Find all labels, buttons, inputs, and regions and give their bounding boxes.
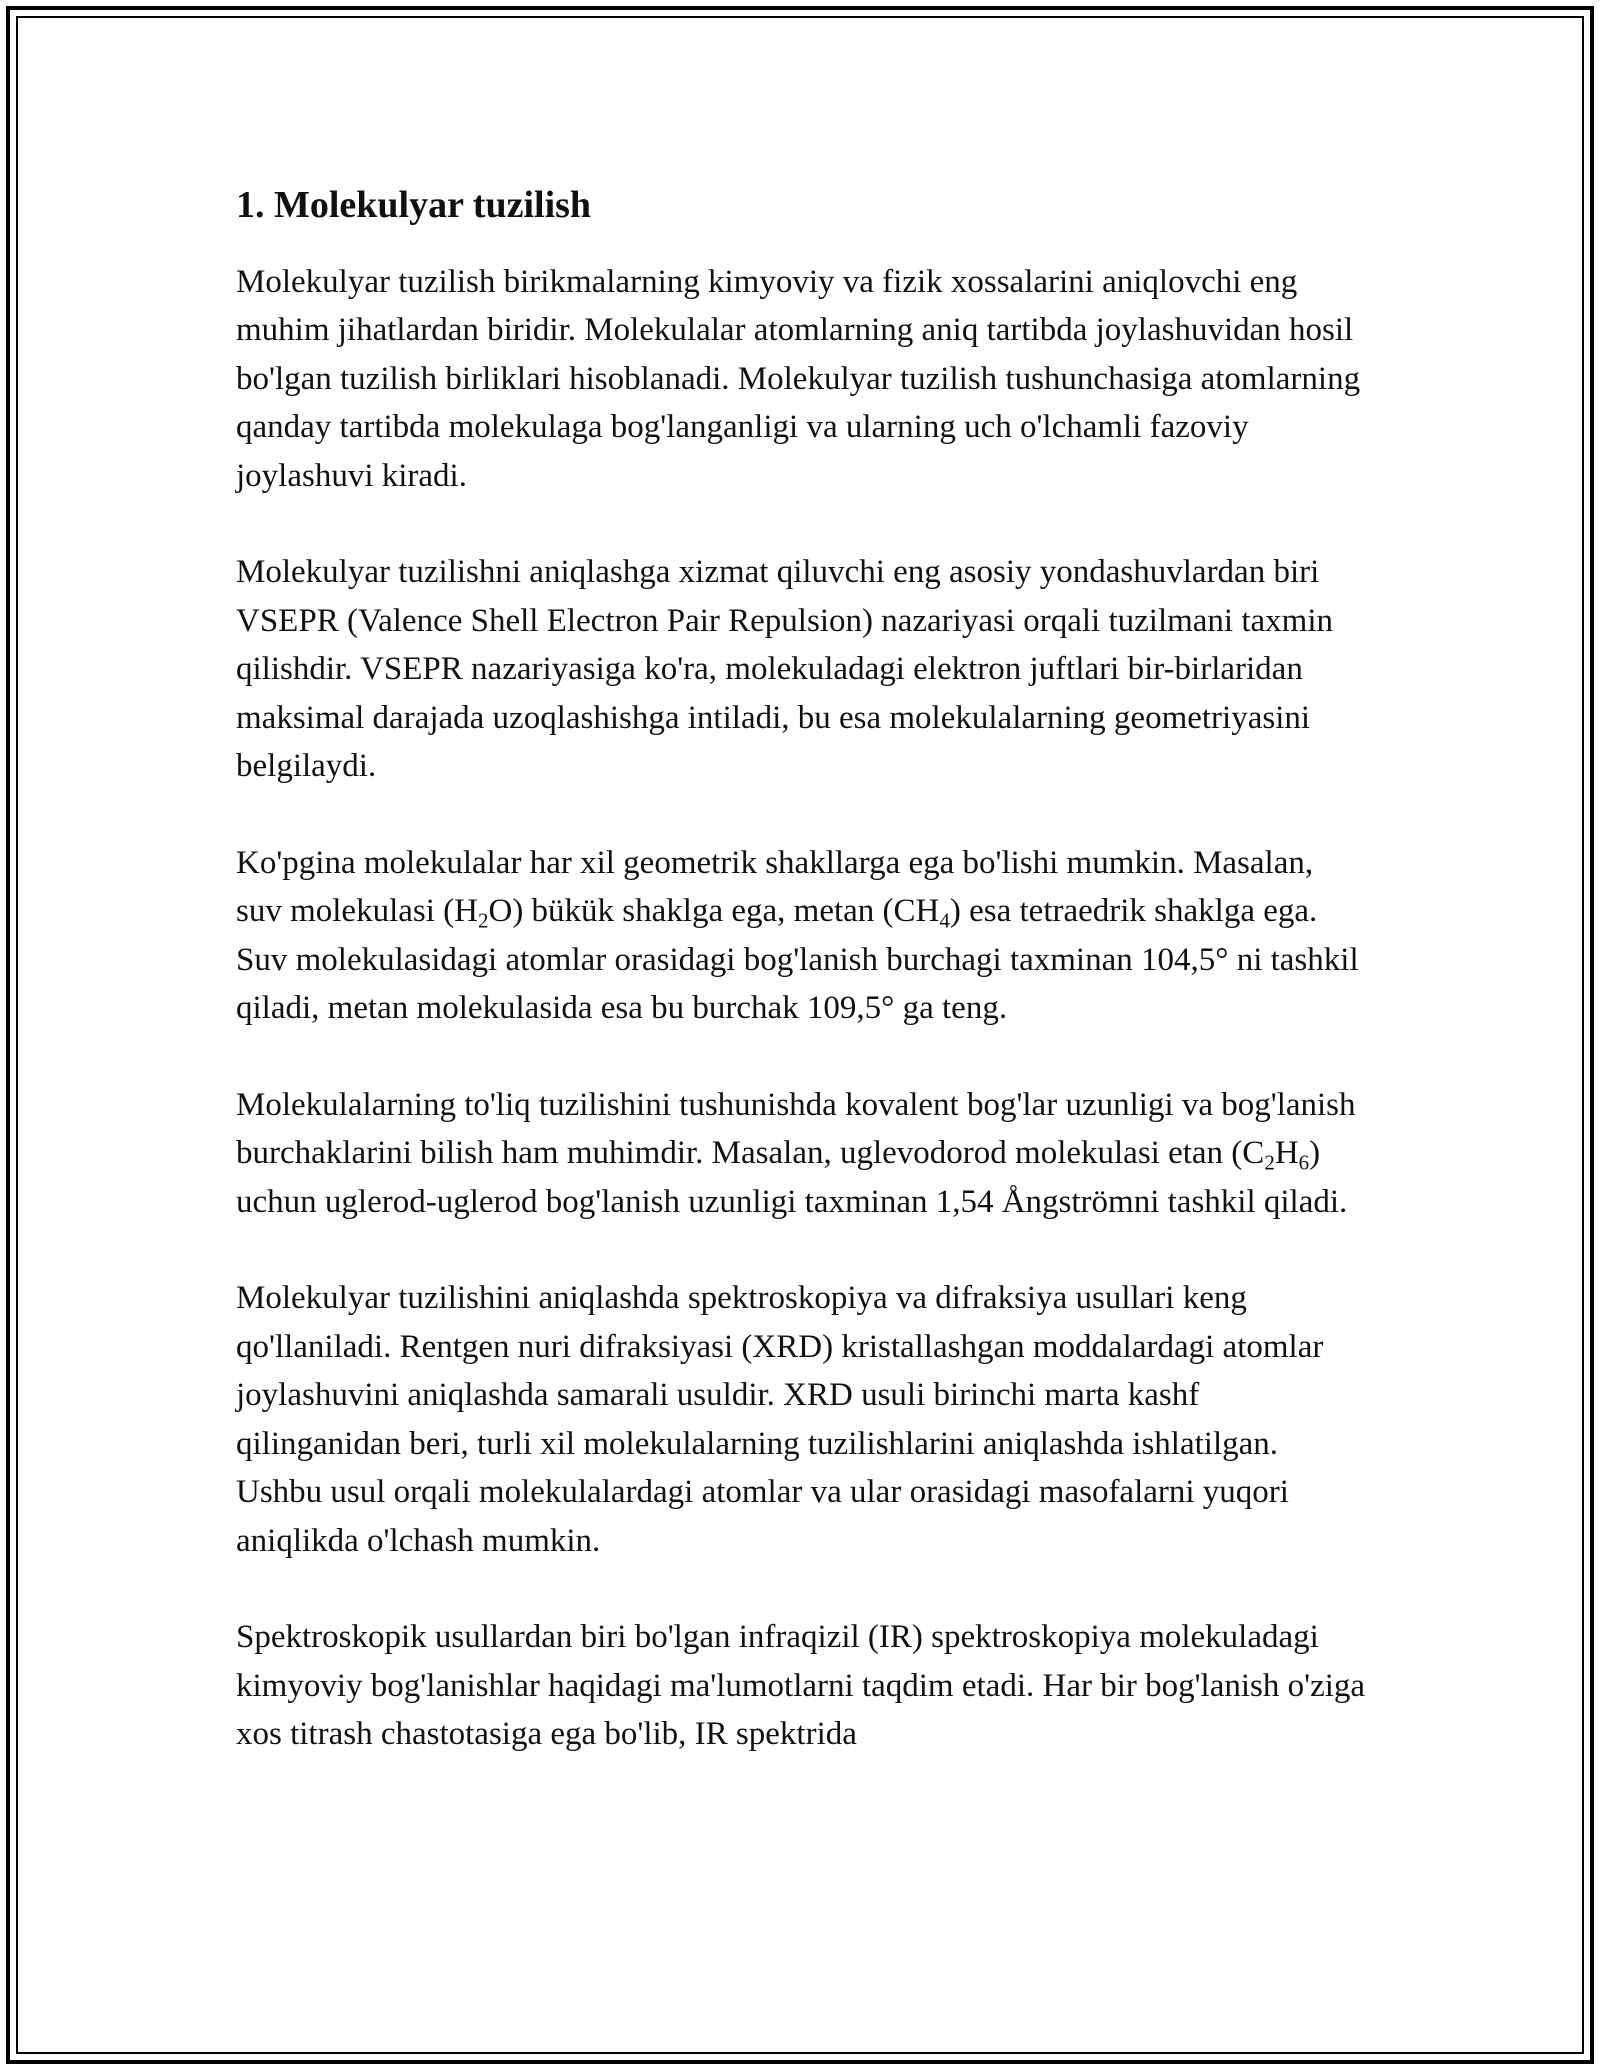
text-run: ) uchun uglerod-uglerod bog'lanish uzunligi taxminan 1,54 Ångströmni tashkil qiladi. xyxy=(236,1135,1348,1220)
paragraph-bond-lengths xyxy=(236,1081,1366,1227)
paragraph-vsepr-theory: Molekulyar tuzilishni aniqlashga xizmat qiluvchi eng asosiy yondashuvlardan biri VSEPR (Valence Shell Electron Pair Repulsion) nazariyasi orqali tuzilmani taxmin qilishdir. VSEPR nazariyasiga ko'ra, molekuladagi elektron juftlari bir-birlaridan maksimal darajada uzoqlashishga intiladi, bu esa molekulalarning geometriyasini belgilaydi. xyxy=(236,554,1333,784)
subscript: 2 xyxy=(1264,1150,1275,1175)
text-run: Ko'pgina molekulalar har xil geometrik shakllarga ega bo'lishi mumkin. Masalan, suv molekulasi (H xyxy=(236,844,1314,929)
text-run: ) esa tetraedrik shaklga ega. Suv molekulasidagi atomlar orasidagi bog'lanish burchagi taxminan 104,5° ni tashkil qiladi, metan molekulasida esa bu burchak 109,5° ga teng. xyxy=(236,893,1359,1026)
text-run: Molekulalarning to'liq tuzilishini tushunishda kovalent bog'lar uzunligi va bog'lanish burchaklarini bilish ham muhimdir. Masalan, uglevodorod molekulasi etan (C xyxy=(236,1086,1356,1171)
paragraph-molecular-geometry xyxy=(236,839,1366,1033)
paragraph-molecular-structure-intro: Molekulyar tuzilish birikmalarning kimyoviy va fizik xossalarini aniqlovchi eng muhim jihatlardan biridir. Molekulalar atomlarning aniq tartibda joylashuvidan hosil bo'lgan tuzilish birliklari hisoblanadi. Molekulyar tuzilish tushunchasiga atomlarning qanday tartibda molekulaga bog'langanligi va ularning uch o'lchamli fazoviy joylashuvi kiradi. xyxy=(236,263,1361,494)
text-run: H xyxy=(1274,1135,1299,1171)
document-body xyxy=(236,182,1366,1807)
section-heading: 1. Molekulyar tuzilish xyxy=(236,184,592,226)
paragraph-ir-spectroscopy: Spektroskopik usullardan biri bo'lgan infraqizil (IR) spektroskopiya molekuladagi kimyoviy bog'lanishlar haqidagi ma'lumotlarni taqdim etadi. Har bir bog'lanish o'ziga xos titrash chastotasiga ega bo'lib, IR spektrida xyxy=(236,1619,1366,1752)
subscript: 4 xyxy=(939,908,950,933)
subscript: 2 xyxy=(477,908,489,933)
text-run: O) bükük shaklga ega, metan (CH xyxy=(488,893,940,929)
paragraph-xrd-methods: Molekulyar tuzilishini aniqlashda spektroskopiya va difraksiya usullari keng qo'llaniladi. Rentgen nuri difraksiyasi (XRD) kristallashgan moddalardagi atomlar joylashuvini aniqlashda samarali usuldir. XRD usuli birinchi marta kashf qilinganidan beri, turli xil molekulalarning tuzilishlarini aniqlashda ishlatilgan. Ushbu usul orqali molekulalardagi atomlar va ular orasidagi masofalarni yuqori aniqlikda o'lchash mumkin. xyxy=(236,1280,1324,1559)
subscript: 6 xyxy=(1298,1150,1310,1175)
